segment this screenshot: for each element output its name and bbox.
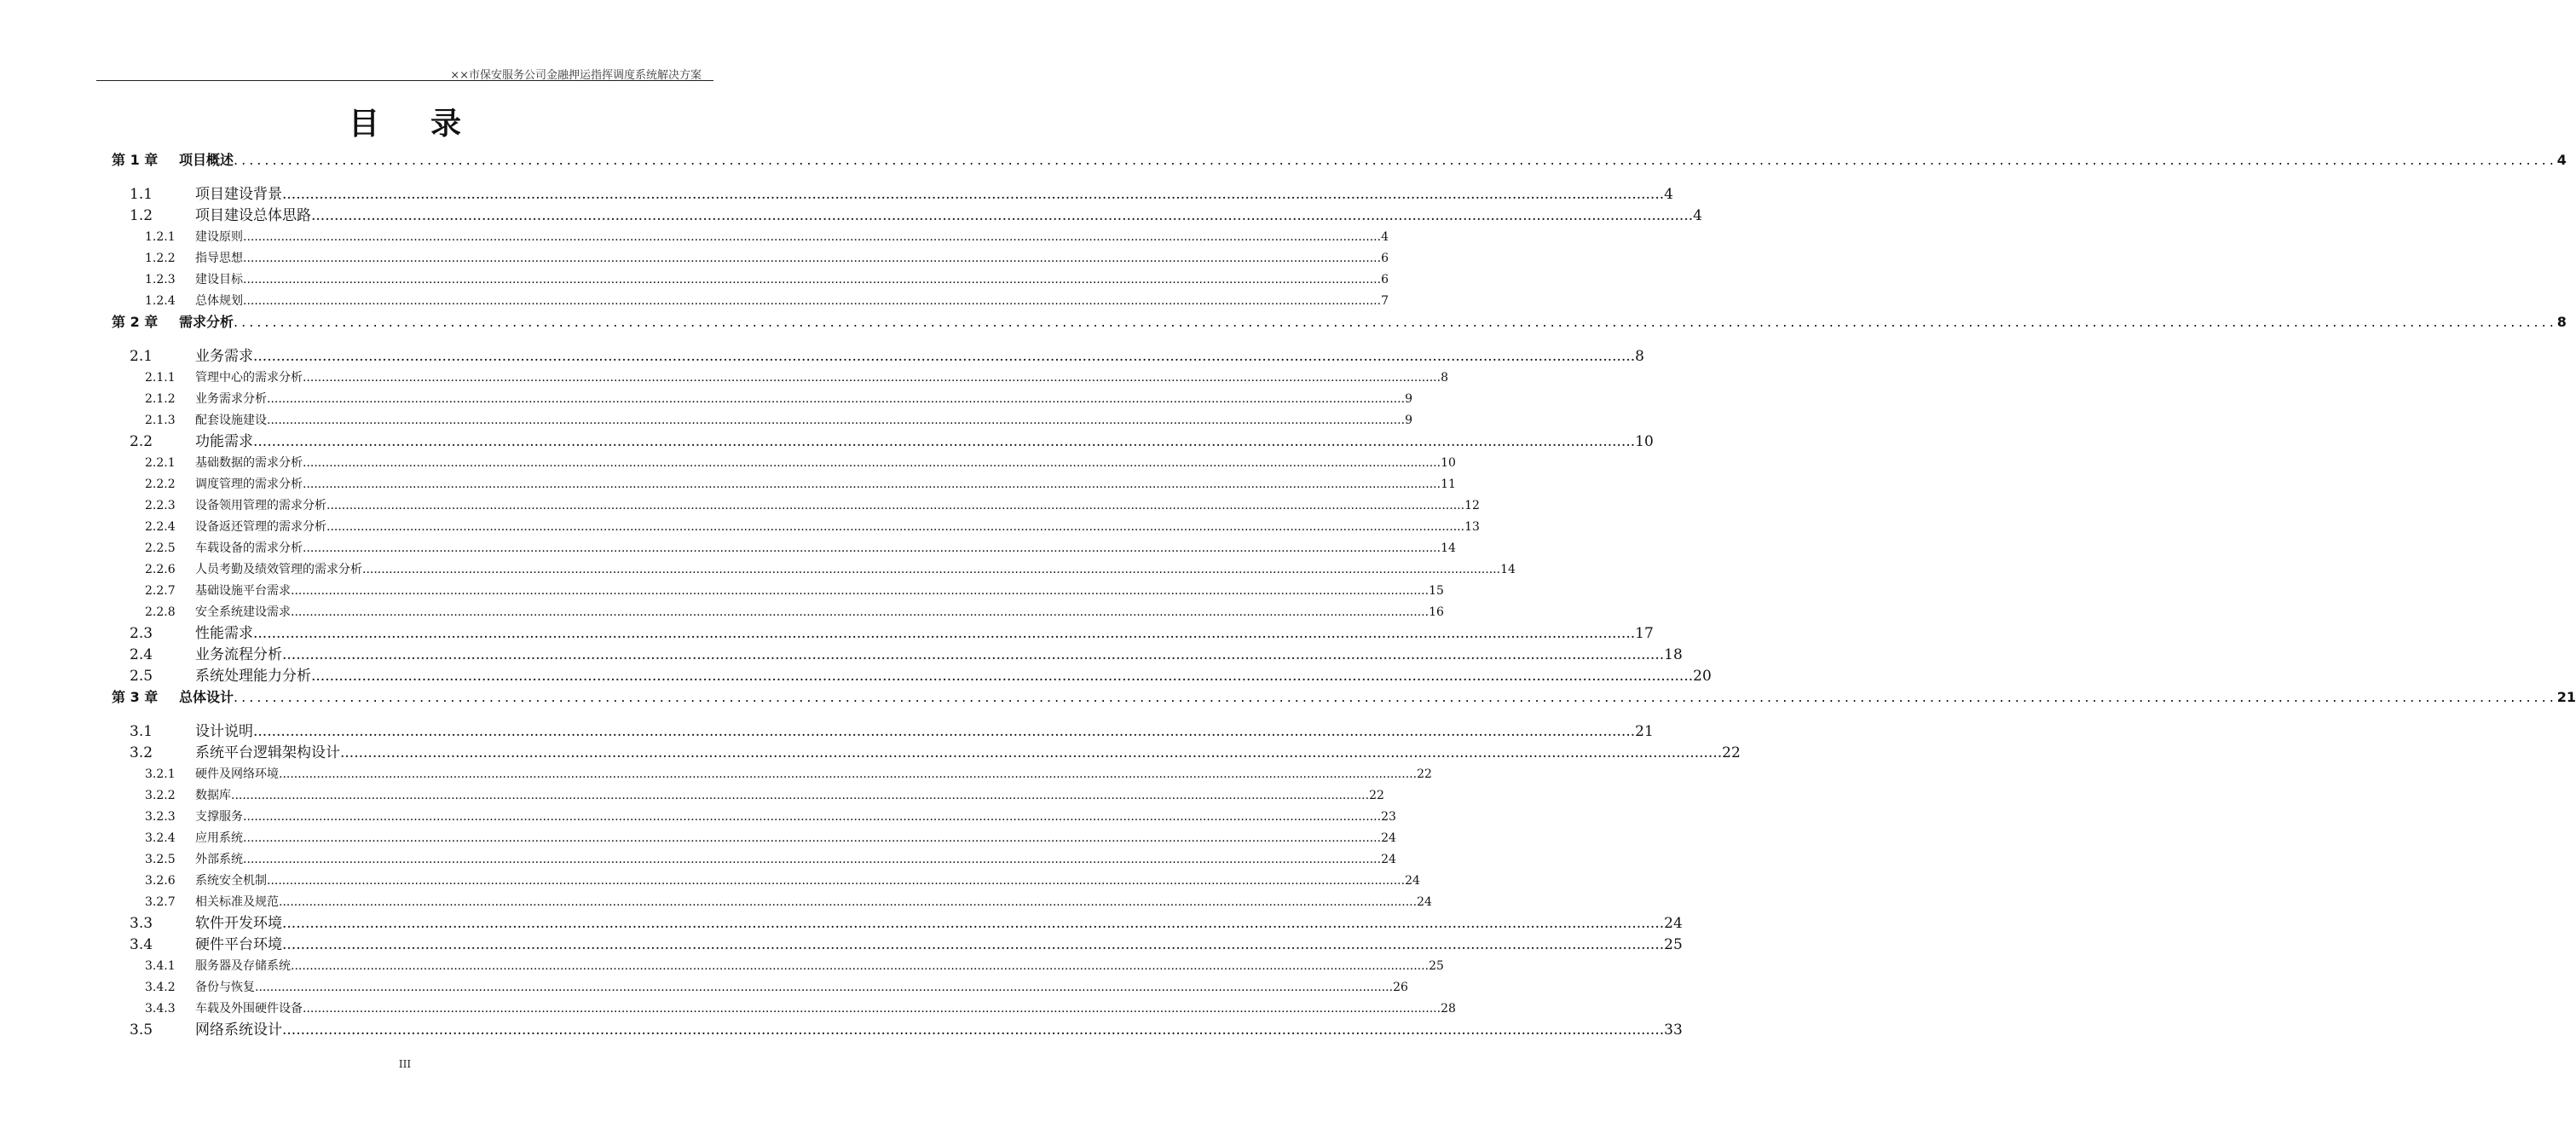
toc-entry-number: 2.2 <box>130 433 153 450</box>
toc-entry-level-3[interactable] <box>112 828 1396 849</box>
toc-entry-number: 3.2.6 <box>145 874 176 888</box>
toc-entry-label: 硬件平台环境 <box>195 936 282 953</box>
toc-spacer <box>112 333 713 346</box>
toc-entry-page: 17 <box>1635 625 1654 642</box>
toc-dot-leader: ............................................................................................................................................................................................................................................................................................................ <box>326 520 1465 534</box>
toc-entry-page: 9 <box>1405 392 1412 406</box>
toc-entry-page: 8 <box>1635 348 1644 365</box>
toc-entry-label: 车载设备的需求分析 <box>195 541 303 555</box>
toc-dot-leader: ............................................................................................................................................................................................................................................................................................................ <box>253 433 1636 450</box>
toc-entry-label: 设备返还管理的需求分析 <box>195 520 326 534</box>
toc-entry-level-3[interactable] <box>112 495 1480 517</box>
toc-entry-label: 建设原则 <box>195 230 243 244</box>
toc-dot-leader: ............................................................................................................................................................................................................................................................................................................ <box>267 414 1406 427</box>
toc-dot-leader: ............................................................................................................................................................................................................................................................................................................ <box>291 584 1430 598</box>
toc-entry-page: 4 <box>2556 152 2567 168</box>
toc-entry-page: 9 <box>1405 414 1412 427</box>
toc-entry-label: 软件开发环境 <box>195 915 282 932</box>
toc-entry-label: 基础设施平台需求 <box>195 584 291 598</box>
toc-entry-page: 6 <box>1381 252 1389 265</box>
toc-entry-number: 1.2.2 <box>145 252 176 265</box>
toc-entry-number: 3.2 <box>130 744 153 761</box>
toc-entry-page: 25 <box>1429 959 1444 973</box>
toc-entry-number: 2.2.7 <box>145 584 176 598</box>
toc-entry-level-2[interactable] <box>112 623 1654 645</box>
header-rule <box>96 80 713 81</box>
toc-entry-number: 3.2.4 <box>145 831 176 845</box>
toc-entry-number: 2.2.5 <box>145 541 176 555</box>
toc-entry-number: 3.2.5 <box>145 853 176 866</box>
toc-entry-level-3[interactable] <box>112 998 1456 1020</box>
toc-entry-number: 1.2.3 <box>145 273 176 286</box>
toc-entry-page: 13 <box>1464 520 1480 534</box>
toc-entry-page: 24 <box>1381 831 1396 845</box>
toc-dot-leader: ............................................................................................................................................................................................................................................................................................................ <box>243 294 1382 308</box>
toc-entry-page: 14 <box>1500 563 1516 576</box>
toc-entry-page: 18 <box>1664 646 1683 663</box>
toc-entry-label: 安全系统建设需求 <box>195 605 291 619</box>
toc-entry-page: 33 <box>1664 1022 1683 1039</box>
toc-entry-level-3[interactable] <box>112 956 1444 977</box>
toc-entry-label: 应用系统 <box>195 831 243 845</box>
toc-entry-page: 4 <box>1664 186 1673 203</box>
toc-entry-number: 2.4 <box>130 646 153 663</box>
toc-dot-leader: ............................................................................................................................................................................................................................................................................................................ <box>282 936 1665 953</box>
toc-entry-label: 功能需求 <box>195 433 253 450</box>
toc-dot-leader: ............................................................................................................................................................................................................................................................................................................ <box>234 689 2557 705</box>
toc-entry-page: 10 <box>1441 456 1456 470</box>
toc-dot-leader: ............................................................................................................................................................................................................................................................................................................ <box>303 541 1441 555</box>
toc-entry-level-3[interactable] <box>112 849 1396 871</box>
toc-entry-level-2[interactable] <box>112 431 1654 453</box>
toc-entry-level-3[interactable] <box>112 559 1516 581</box>
toc-dot-leader: ............................................................................................................................................................................................................................................................................................................ <box>279 895 1418 909</box>
toc-entry-level-3[interactable] <box>112 517 1480 538</box>
page-number: III <box>398 1058 412 1070</box>
toc-entry-label: 业务需求 <box>195 348 253 365</box>
toc-entry-number: 第 1 章 <box>112 152 159 168</box>
toc-entry-number: 1.2 <box>130 207 153 224</box>
toc-entry-number: 3.3 <box>130 915 153 932</box>
toc-entry-level-3[interactable] <box>112 389 1412 410</box>
toc-dot-leader: ............................................................................................................................................................................................................................................................................................................ <box>282 915 1665 932</box>
toc-dot-leader: ............................................................................................................................................................................................................................................................................................................ <box>279 767 1418 781</box>
toc-entry-label: 系统安全机制 <box>195 874 267 888</box>
toc-entry-level-3[interactable] <box>112 248 1389 269</box>
toc-entry-level-3[interactable] <box>112 368 1448 389</box>
toc-dot-leader: ............................................................................................................................................................................................................................................................................................................ <box>282 1022 1665 1039</box>
toc-entry-level-2[interactable] <box>112 205 1702 227</box>
toc-entry-number: 2.2.3 <box>145 499 176 512</box>
toc-entry-number: 3.4.3 <box>145 1002 176 1016</box>
toc-dot-leader: ............................................................................................................................................................................................................................................................................................................ <box>255 981 1394 994</box>
toc-entry-label: 数据库 <box>195 789 231 802</box>
toc-dot-leader: ............................................................................................................................................................................................................................................................................................................ <box>340 744 1723 761</box>
toc-entry-label: 外部系统 <box>195 853 243 866</box>
toc-entry-label: 总体规划 <box>195 294 243 308</box>
toc-entry-page: 26 <box>1393 981 1408 994</box>
toc-entry-level-3[interactable] <box>112 602 1444 623</box>
toc-entry-label: 业务流程分析 <box>195 646 282 663</box>
toc-entry-page: 21 <box>2556 689 2576 705</box>
toc-entry-number: 2.1.2 <box>145 392 176 406</box>
toc-entry-label: 网络系统设计 <box>195 1022 282 1039</box>
toc-entry-level-2[interactable] <box>112 743 1741 764</box>
toc-entry-level-3[interactable] <box>112 892 1432 913</box>
toc-entry-label: 相关标准及规范 <box>195 895 279 909</box>
toc-entry-level-3[interactable] <box>112 538 1456 559</box>
toc-entry-page: 25 <box>1664 936 1683 953</box>
toc-entry-number: 2.2.2 <box>145 478 176 491</box>
toc-dot-leader: ............................................................................................................................................................................................................................................................................................................ <box>303 371 1441 385</box>
toc-dot-leader: ............................................................................................................................................................................................................................................................................................................ <box>291 959 1430 973</box>
toc-entry-level-2[interactable] <box>112 1020 1683 1041</box>
toc-entry-label: 系统处理能力分析 <box>195 668 311 685</box>
toc-entry-page: 7 <box>1381 294 1389 308</box>
toc-entry-page: 22 <box>1369 789 1384 802</box>
toc-entry-label: 设计说明 <box>195 723 253 740</box>
toc-dot-leader: ............................................................................................................................................................................................................................................................................................................ <box>362 563 1501 576</box>
toc-dot-leader: ............................................................................................................................................................................................................................................................................................................ <box>311 668 1694 685</box>
toc-entry-number: 3.4 <box>130 936 153 953</box>
toc-dot-leader: ............................................................................................................................................................................................................................................................................................................ <box>267 392 1406 406</box>
toc-dot-leader: ............................................................................................................................................................................................................................................................................................................ <box>253 348 1636 365</box>
toc-entry-page: 4 <box>1381 230 1389 244</box>
toc-entry-level-2[interactable] <box>112 184 1673 205</box>
toc-entry-number: 2.2.8 <box>145 605 176 619</box>
toc-dot-leader: ............................................................................................................................................................................................................................................................................................................ <box>253 625 1636 642</box>
toc-dot-leader: ............................................................................................................................................................................................................................................................................................................ <box>326 499 1465 512</box>
toc-entry-label: 项目建设背景 <box>195 186 282 203</box>
toc-entry-label: 设备领用管理的需求分析 <box>195 499 326 512</box>
toc-entry-level-1[interactable] <box>112 150 2567 171</box>
toc-entry-label: 硬件及网络环境 <box>195 767 279 781</box>
toc-dot-leader: ............................................................................................................................................................................................................................................................................................................ <box>243 230 1382 244</box>
toc-entry-label: 配套设施建设 <box>195 414 267 427</box>
toc-entry-level-3[interactable] <box>112 474 1456 495</box>
toc-entry-number: 2.1.1 <box>145 371 176 385</box>
toc-entry-level-3[interactable] <box>112 410 1412 431</box>
toc-entry-number: 1.2.4 <box>145 294 176 308</box>
toc-entry-number: 3.1 <box>130 723 153 740</box>
toc-entry-page: 16 <box>1429 605 1444 619</box>
toc-entry-label: 调度管理的需求分析 <box>195 478 303 491</box>
toc-entry-page: 24 <box>1417 895 1432 909</box>
toc-entry-number: 3.5 <box>130 1022 153 1039</box>
toc-entry-page: 11 <box>1441 478 1456 491</box>
toc-entry-label: 系统平台逻辑架构设计 <box>195 744 340 761</box>
toc-entry-label: 备份与恢复 <box>195 981 255 994</box>
toc-dot-leader: ............................................................................................................................................................................................................................................................................................................ <box>282 646 1665 663</box>
toc-entry-page: 24 <box>1381 853 1396 866</box>
toc-entry-label: 项目建设总体思路 <box>195 207 311 224</box>
toc-entry-level-2[interactable] <box>112 935 1683 956</box>
toc-dot-leader: ............................................................................................................................................................................................................................................................................................................ <box>303 456 1441 470</box>
toc-entry-level-3[interactable] <box>112 871 1420 892</box>
toc-entry-label: 需求分析 <box>179 314 234 330</box>
toc-dot-leader: ............................................................................................................................................................................................................................................................................................................ <box>303 1002 1441 1016</box>
toc-entry-label: 车载及外围硬件设备 <box>195 1002 303 1016</box>
toc-dot-leader: ............................................................................................................................................................................................................................................................................................................ <box>311 207 1694 224</box>
toc-entry-page: 8 <box>2556 314 2567 330</box>
toc-dot-leader: ............................................................................................................................................................................................................................................................................................................ <box>282 186 1665 203</box>
toc-entry-number: 1.2.1 <box>145 230 176 244</box>
toc-dot-leader: ............................................................................................................................................................................................................................................................................................................ <box>253 723 1636 740</box>
toc-entry-level-3[interactable] <box>112 977 1408 998</box>
toc-entry-level-2[interactable] <box>112 721 1654 743</box>
toc-entry-level-3[interactable] <box>112 453 1456 474</box>
toc-entry-page: 10 <box>1635 433 1654 450</box>
toc-entry-number: 2.2.4 <box>145 520 176 534</box>
table-of-contents <box>112 150 2576 1041</box>
toc-entry-number: 第 2 章 <box>112 314 159 330</box>
toc-entry-label: 建设目标 <box>195 273 243 286</box>
toc-entry-number: 3.2.1 <box>145 767 176 781</box>
toc-entry-level-3[interactable] <box>112 785 1384 807</box>
toc-entry-label: 管理中心的需求分析 <box>195 371 303 385</box>
toc-entry-page: 22 <box>1722 744 1741 761</box>
toc-entry-label: 支撑服务 <box>195 810 243 824</box>
toc-entry-page: 24 <box>1664 915 1683 932</box>
toc-entry-number: 2.1.3 <box>145 414 176 427</box>
toc-dot-leader: ............................................................................................................................................................................................................................................................................................................ <box>243 831 1382 845</box>
toc-dot-leader: ............................................................................................................................................................................................................................................................................................................ <box>267 874 1406 888</box>
toc-entry-level-1[interactable] <box>112 312 2567 333</box>
toc-entry-level-3[interactable] <box>112 581 1444 602</box>
toc-entry-page: 14 <box>1441 541 1456 555</box>
toc-entry-page: 23 <box>1381 810 1396 824</box>
toc-entry-page: 24 <box>1405 874 1420 888</box>
toc-entry-number: 3.2.2 <box>145 789 176 802</box>
toc-entry-page: 8 <box>1441 371 1448 385</box>
toc-entry-level-2[interactable] <box>112 645 1683 666</box>
toc-dot-leader: ............................................................................................................................................................................................................................................................................................................ <box>291 605 1430 619</box>
toc-entry-page: 4 <box>1693 207 1702 224</box>
toc-entry-label: 总体设计 <box>179 689 234 705</box>
toc-dot-leader: ............................................................................................................................................................................................................................................................................................................ <box>243 853 1382 866</box>
toc-entry-label: 业务需求分析 <box>195 392 267 406</box>
toc-entry-label: 基础数据的需求分析 <box>195 456 303 470</box>
toc-entry-level-3[interactable] <box>112 269 1389 291</box>
toc-entry-number: 2.5 <box>130 668 153 685</box>
toc-entry-label: 服务器及存储系统 <box>195 959 291 973</box>
toc-entry-level-3[interactable] <box>112 227 1389 248</box>
toc-entry-number: 3.4.2 <box>145 981 176 994</box>
toc-entry-label: 性能需求 <box>195 625 253 642</box>
toc-entry-number: 3.4.1 <box>145 959 176 973</box>
toc-entry-number: 3.2.3 <box>145 810 176 824</box>
toc-entry-label: 指导思想 <box>195 252 243 265</box>
toc-dot-leader: ............................................................................................................................................................................................................................................................................................................ <box>234 314 2557 330</box>
toc-entry-page: 21 <box>1635 723 1654 740</box>
toc-entry-level-2[interactable] <box>112 913 1683 935</box>
toc-entry-number: 2.2.1 <box>145 456 176 470</box>
toc-entry-page: 20 <box>1693 668 1712 685</box>
toc-dot-leader: ............................................................................................................................................................................................................................................................................................................ <box>231 789 1370 802</box>
toc-entry-label: 项目概述 <box>179 152 234 168</box>
toc-dot-leader: ............................................................................................................................................................................................................................................................................................................ <box>243 252 1382 265</box>
toc-entry-number: 3.2.7 <box>145 895 176 909</box>
toc-spacer <box>112 171 713 184</box>
toc-entry-page: 22 <box>1417 767 1432 781</box>
toc-spacer <box>112 708 713 721</box>
toc-entry-level-3[interactable] <box>112 807 1396 828</box>
toc-entry-label: 人员考勤及绩效管理的需求分析 <box>195 563 362 576</box>
toc-dot-leader: ............................................................................................................................................................................................................................................................................................................ <box>243 273 1382 286</box>
toc-dot-leader: ............................................................................................................................................................................................................................................................................................................ <box>243 810 1382 824</box>
toc-entry-level-2[interactable] <box>112 346 1644 368</box>
toc-entry-number: 第 3 章 <box>112 689 159 705</box>
toc-entry-page: 15 <box>1429 584 1444 598</box>
toc-entry-level-1[interactable] <box>112 687 2576 708</box>
toc-dot-leader: ............................................................................................................................................................................................................................................................................................................ <box>303 478 1441 491</box>
toc-entry-page: 12 <box>1464 499 1480 512</box>
toc-title: 目录 <box>348 107 512 142</box>
toc-entry-page: 6 <box>1381 273 1389 286</box>
toc-entry-number: 2.1 <box>130 348 153 365</box>
toc-dot-leader: ............................................................................................................................................................................................................................................................................................................ <box>234 152 2557 168</box>
toc-entry-page: 28 <box>1441 1002 1456 1016</box>
toc-entry-level-2[interactable] <box>112 666 1712 687</box>
toc-entry-number: 2.2.6 <box>145 563 176 576</box>
toc-entry-number: 2.3 <box>130 625 153 642</box>
toc-entry-level-3[interactable] <box>112 764 1432 785</box>
running-header: ××市保安服务公司金融押运指挥调度系统解决方案 <box>450 69 702 82</box>
toc-entry-number: 1.1 <box>130 186 153 203</box>
toc-entry-level-3[interactable] <box>112 291 1389 312</box>
